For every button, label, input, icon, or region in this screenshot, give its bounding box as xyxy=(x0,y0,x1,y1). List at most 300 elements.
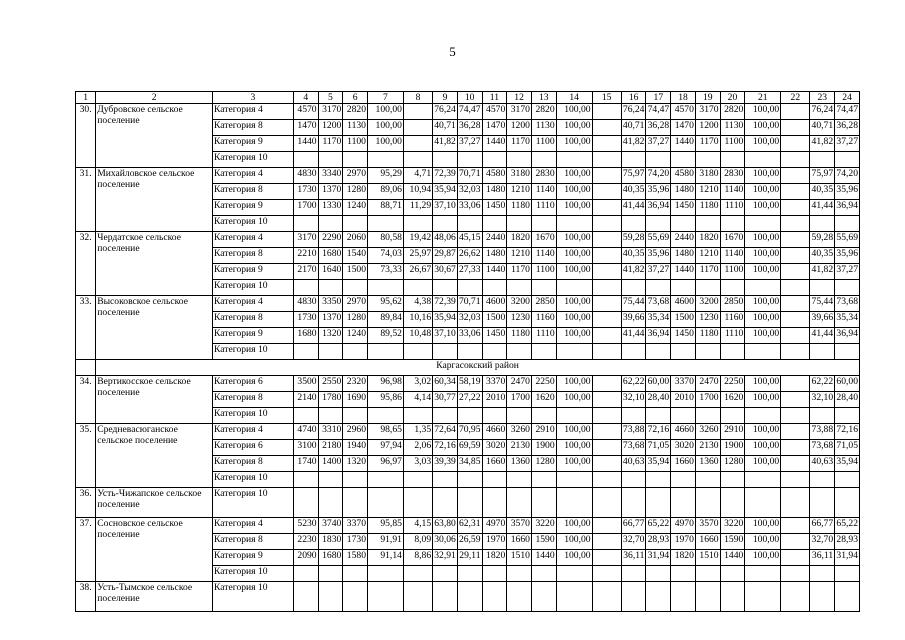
value-cell xyxy=(457,408,482,424)
value-cell xyxy=(745,582,781,612)
value-cell: 100,00 xyxy=(745,296,781,312)
value-cell: 3740 xyxy=(318,518,343,534)
value-cell: 3170 xyxy=(318,104,343,120)
value-cell: 73,33 xyxy=(367,264,403,280)
value-cell xyxy=(592,424,621,440)
value-cell: 35,96 xyxy=(835,248,860,264)
value-cell xyxy=(433,582,458,612)
category-cell: Категория 10 xyxy=(213,152,294,168)
value-cell xyxy=(781,248,810,264)
value-cell xyxy=(403,120,432,136)
value-cell: 36,11 xyxy=(810,550,835,566)
value-cell: 2550 xyxy=(318,376,343,392)
value-cell: 73,88 xyxy=(810,424,835,440)
value-cell: 69,59 xyxy=(457,440,482,456)
value-cell: 4,14 xyxy=(403,392,432,408)
value-cell xyxy=(810,408,835,424)
value-cell: 100,00 xyxy=(556,168,592,184)
value-cell: 3,03 xyxy=(403,456,432,472)
value-cell: 3170 xyxy=(695,104,720,120)
value-cell xyxy=(293,408,318,424)
row-number: 37. xyxy=(76,518,96,582)
value-cell: 35,96 xyxy=(646,184,671,200)
value-cell xyxy=(695,472,720,488)
value-cell xyxy=(592,566,621,582)
category-cell: Категория 9 xyxy=(213,550,294,566)
value-cell xyxy=(592,136,621,152)
value-cell: 1480 xyxy=(671,248,696,264)
value-cell xyxy=(646,488,671,518)
value-cell xyxy=(367,216,403,232)
value-cell xyxy=(343,216,368,232)
table-row xyxy=(76,296,860,312)
value-cell: 1730 xyxy=(293,184,318,200)
value-cell xyxy=(556,408,592,424)
value-cell xyxy=(343,472,368,488)
settlement-name: Чердатское сельское поселение xyxy=(96,232,213,296)
value-cell xyxy=(556,280,592,296)
value-cell: 3200 xyxy=(695,296,720,312)
value-cell: 1440 xyxy=(720,550,745,566)
value-cell: 1780 xyxy=(318,392,343,408)
value-cell: 75,97 xyxy=(810,168,835,184)
value-cell: 100,00 xyxy=(745,264,781,280)
value-cell xyxy=(835,488,860,518)
value-cell: 2440 xyxy=(671,232,696,248)
value-cell xyxy=(367,488,403,518)
value-cell: 1110 xyxy=(531,328,556,344)
value-cell: 2090 xyxy=(293,550,318,566)
table-row xyxy=(76,518,860,534)
category-cell: Категория 10 xyxy=(213,216,294,232)
value-cell: 3200 xyxy=(507,296,532,312)
value-cell: 74,20 xyxy=(646,168,671,184)
value-cell xyxy=(695,280,720,296)
value-cell: 41,82 xyxy=(621,264,646,280)
value-cell: 2,06 xyxy=(403,440,432,456)
value-cell: 100,00 xyxy=(745,200,781,216)
value-cell xyxy=(482,216,507,232)
value-cell xyxy=(592,328,621,344)
value-cell: 2140 xyxy=(293,392,318,408)
value-cell: 29,87 xyxy=(433,248,458,264)
value-cell: 1130 xyxy=(720,120,745,136)
value-cell: 4,71 xyxy=(403,168,432,184)
value-cell xyxy=(781,328,810,344)
category-cell: Категория 6 xyxy=(213,440,294,456)
value-cell xyxy=(781,440,810,456)
value-cell xyxy=(835,216,860,232)
value-cell: 75,97 xyxy=(621,168,646,184)
value-cell xyxy=(720,408,745,424)
value-cell: 100,00 xyxy=(556,312,592,328)
value-cell: 40,63 xyxy=(810,456,835,472)
value-cell xyxy=(781,264,810,280)
value-cell xyxy=(433,566,458,582)
value-cell: 2470 xyxy=(695,376,720,392)
value-cell xyxy=(433,216,458,232)
value-cell: 1280 xyxy=(343,312,368,328)
value-cell: 4,15 xyxy=(403,518,432,534)
value-cell: 10,94 xyxy=(403,184,432,200)
header-cell: 14 xyxy=(556,92,592,104)
value-cell xyxy=(318,216,343,232)
value-cell xyxy=(621,280,646,296)
value-cell xyxy=(457,488,482,518)
value-cell xyxy=(592,184,621,200)
value-cell: 100,00 xyxy=(556,264,592,280)
value-cell xyxy=(293,216,318,232)
value-cell: 1210 xyxy=(695,184,720,200)
value-cell xyxy=(781,582,810,612)
value-cell: 1110 xyxy=(720,328,745,344)
value-cell: 2820 xyxy=(343,104,368,120)
value-cell xyxy=(343,566,368,582)
value-cell: 1660 xyxy=(482,456,507,472)
value-cell xyxy=(482,566,507,582)
value-cell: 4570 xyxy=(482,104,507,120)
value-cell: 29,11 xyxy=(457,550,482,566)
value-cell: 100,00 xyxy=(556,184,592,200)
value-cell: 80,58 xyxy=(367,232,403,248)
value-cell: 1370 xyxy=(318,312,343,328)
value-cell xyxy=(781,424,810,440)
value-cell: 35,96 xyxy=(646,248,671,264)
header-cell: 6 xyxy=(343,92,368,104)
value-cell: 89,84 xyxy=(367,312,403,328)
value-cell: 1620 xyxy=(531,392,556,408)
value-cell xyxy=(403,582,432,612)
value-cell: 1450 xyxy=(482,328,507,344)
value-cell: 1440 xyxy=(531,550,556,566)
value-cell: 100,00 xyxy=(556,248,592,264)
value-cell: 100,00 xyxy=(556,376,592,392)
value-cell xyxy=(781,296,810,312)
value-cell: 4830 xyxy=(293,168,318,184)
value-cell xyxy=(695,566,720,582)
value-cell xyxy=(318,582,343,612)
value-cell xyxy=(556,152,592,168)
value-cell: 1450 xyxy=(482,200,507,216)
district-blank xyxy=(76,360,96,376)
value-cell: 2010 xyxy=(671,392,696,408)
value-cell: 55,69 xyxy=(835,232,860,248)
value-cell: 3260 xyxy=(695,424,720,440)
value-cell: 100,00 xyxy=(745,392,781,408)
value-cell: 1510 xyxy=(507,550,532,566)
value-cell xyxy=(835,152,860,168)
value-cell: 2210 xyxy=(293,248,318,264)
category-cell: Категория 10 xyxy=(213,408,294,424)
value-cell: 32,10 xyxy=(621,392,646,408)
value-cell xyxy=(457,216,482,232)
value-cell: 2970 xyxy=(343,296,368,312)
value-cell: 3,02 xyxy=(403,376,432,392)
value-cell: 1130 xyxy=(531,120,556,136)
value-cell: 2910 xyxy=(531,424,556,440)
value-cell: 1940 xyxy=(343,440,368,456)
category-cell: Категория 6 xyxy=(213,376,294,392)
value-cell xyxy=(457,344,482,360)
value-cell: 100,00 xyxy=(745,440,781,456)
district-row xyxy=(76,360,860,376)
value-cell: 35,94 xyxy=(646,456,671,472)
category-cell: Категория 9 xyxy=(213,328,294,344)
value-cell: 1240 xyxy=(343,200,368,216)
value-cell: 75,44 xyxy=(621,296,646,312)
value-cell xyxy=(720,216,745,232)
value-cell xyxy=(592,518,621,534)
table-body xyxy=(76,92,860,612)
value-cell xyxy=(781,488,810,518)
value-cell: 1450 xyxy=(671,200,696,216)
category-cell: Категория 10 xyxy=(213,280,294,296)
value-cell: 2970 xyxy=(343,168,368,184)
value-cell: 1140 xyxy=(720,184,745,200)
value-cell: 100,00 xyxy=(556,136,592,152)
value-cell: 3100 xyxy=(293,440,318,456)
value-cell xyxy=(433,488,458,518)
value-cell xyxy=(646,280,671,296)
header-cell: 2 xyxy=(96,92,213,104)
value-cell: 41,82 xyxy=(433,136,458,152)
value-cell xyxy=(695,216,720,232)
value-cell: 35,96 xyxy=(835,184,860,200)
value-cell: 1230 xyxy=(507,312,532,328)
header-cell: 7 xyxy=(367,92,403,104)
value-cell: 3310 xyxy=(318,424,343,440)
value-cell: 1700 xyxy=(293,200,318,216)
value-cell: 41,44 xyxy=(621,328,646,344)
value-cell: 28,40 xyxy=(646,392,671,408)
value-cell xyxy=(318,280,343,296)
value-cell: 4,38 xyxy=(403,296,432,312)
value-cell: 36,94 xyxy=(646,200,671,216)
value-cell: 3350 xyxy=(318,296,343,312)
value-cell xyxy=(343,488,368,518)
value-cell: 1730 xyxy=(293,312,318,328)
value-cell xyxy=(671,472,696,488)
value-cell xyxy=(507,488,532,518)
value-cell xyxy=(592,296,621,312)
district-name: Каргасокский район xyxy=(96,360,860,376)
value-cell: 2850 xyxy=(720,296,745,312)
value-cell xyxy=(592,456,621,472)
value-cell: 100,00 xyxy=(745,456,781,472)
value-cell xyxy=(621,472,646,488)
value-cell: 37,27 xyxy=(646,136,671,152)
value-cell: 1200 xyxy=(695,120,720,136)
value-cell xyxy=(745,152,781,168)
value-cell: 100,00 xyxy=(556,424,592,440)
row-number: 35. xyxy=(76,424,96,488)
value-cell: 1590 xyxy=(531,534,556,550)
value-cell xyxy=(646,566,671,582)
value-cell: 1680 xyxy=(293,328,318,344)
value-cell xyxy=(343,152,368,168)
value-cell: 91,91 xyxy=(367,534,403,550)
category-cell: Категория 10 xyxy=(213,472,294,488)
value-cell xyxy=(621,152,646,168)
value-cell: 1170 xyxy=(695,136,720,152)
value-cell xyxy=(835,408,860,424)
value-cell xyxy=(293,280,318,296)
value-cell: 60,00 xyxy=(835,376,860,392)
value-cell: 3500 xyxy=(293,376,318,392)
value-cell: 1180 xyxy=(695,328,720,344)
value-cell: 59,28 xyxy=(621,232,646,248)
value-cell xyxy=(810,566,835,582)
value-cell xyxy=(403,488,432,518)
value-cell: 96,98 xyxy=(367,376,403,392)
value-cell xyxy=(592,392,621,408)
value-cell: 30,06 xyxy=(433,534,458,550)
value-cell xyxy=(781,312,810,328)
row-number: 33. xyxy=(76,296,96,360)
value-cell: 65,22 xyxy=(646,518,671,534)
value-cell: 4740 xyxy=(293,424,318,440)
value-cell: 1900 xyxy=(720,440,745,456)
value-cell: 36,28 xyxy=(835,120,860,136)
value-cell xyxy=(671,566,696,582)
value-cell: 100,00 xyxy=(745,104,781,120)
value-cell: 37,27 xyxy=(646,264,671,280)
value-cell: 70,95 xyxy=(457,424,482,440)
value-cell: 1680 xyxy=(318,550,343,566)
value-cell xyxy=(343,344,368,360)
value-cell: 35,94 xyxy=(433,184,458,200)
value-cell: 3220 xyxy=(720,518,745,534)
value-cell xyxy=(592,344,621,360)
value-cell: 32,03 xyxy=(457,312,482,328)
value-cell: 3220 xyxy=(531,518,556,534)
value-cell: 36,94 xyxy=(835,200,860,216)
value-cell: 5230 xyxy=(293,518,318,534)
value-cell: 2960 xyxy=(343,424,368,440)
value-cell xyxy=(556,488,592,518)
value-cell xyxy=(343,280,368,296)
value-cell xyxy=(592,408,621,424)
value-cell: 36,28 xyxy=(646,120,671,136)
header-cell: 13 xyxy=(531,92,556,104)
value-cell xyxy=(695,488,720,518)
value-cell xyxy=(810,472,835,488)
value-cell xyxy=(695,344,720,360)
page-number: 5 xyxy=(449,44,456,59)
value-cell: 39,66 xyxy=(621,312,646,328)
value-cell: 37,10 xyxy=(433,200,458,216)
value-cell: 2830 xyxy=(531,168,556,184)
value-cell xyxy=(592,104,621,120)
value-cell xyxy=(781,392,810,408)
value-cell: 4970 xyxy=(671,518,696,534)
value-cell xyxy=(720,152,745,168)
value-cell: 73,88 xyxy=(621,424,646,440)
value-cell xyxy=(835,566,860,582)
value-cell: 62,31 xyxy=(457,518,482,534)
value-cell: 1330 xyxy=(318,200,343,216)
value-cell xyxy=(592,440,621,456)
value-cell: 1590 xyxy=(720,534,745,550)
header-cell: 18 xyxy=(671,92,696,104)
value-cell: 1200 xyxy=(507,120,532,136)
value-cell: 40,35 xyxy=(810,184,835,200)
value-cell xyxy=(646,408,671,424)
value-cell: 73,68 xyxy=(835,296,860,312)
value-cell: 1230 xyxy=(695,312,720,328)
value-cell: 39,39 xyxy=(433,456,458,472)
value-cell xyxy=(781,566,810,582)
value-cell xyxy=(482,152,507,168)
value-cell xyxy=(695,152,720,168)
value-cell xyxy=(646,152,671,168)
value-cell: 100,00 xyxy=(745,550,781,566)
table-row xyxy=(76,582,860,612)
value-cell: 91,14 xyxy=(367,550,403,566)
value-cell: 1160 xyxy=(720,312,745,328)
header-cell: 3 xyxy=(213,92,294,104)
value-cell xyxy=(293,566,318,582)
value-cell xyxy=(592,472,621,488)
value-cell xyxy=(745,408,781,424)
value-cell: 1140 xyxy=(720,248,745,264)
value-cell: 100,00 xyxy=(556,534,592,550)
value-cell xyxy=(592,534,621,550)
category-cell: Категория 10 xyxy=(213,344,294,360)
value-cell xyxy=(745,472,781,488)
header-cell: 23 xyxy=(810,92,835,104)
value-cell xyxy=(367,280,403,296)
value-cell: 33,06 xyxy=(457,328,482,344)
value-cell: 32,03 xyxy=(457,184,482,200)
value-cell: 65,22 xyxy=(835,518,860,534)
value-cell: 59,28 xyxy=(810,232,835,248)
category-cell: Категория 8 xyxy=(213,248,294,264)
category-cell: Категория 10 xyxy=(213,566,294,582)
value-cell: 40,71 xyxy=(621,120,646,136)
value-cell: 100,00 xyxy=(745,168,781,184)
value-cell: 33,06 xyxy=(457,200,482,216)
value-cell: 3370 xyxy=(671,376,696,392)
value-cell: 41,82 xyxy=(810,264,835,280)
value-cell xyxy=(646,472,671,488)
value-cell: 1480 xyxy=(482,184,507,200)
value-cell: 100,00 xyxy=(745,120,781,136)
value-cell xyxy=(507,152,532,168)
value-cell: 1110 xyxy=(531,200,556,216)
value-cell: 100,00 xyxy=(556,296,592,312)
value-cell: 1580 xyxy=(343,550,368,566)
value-cell xyxy=(781,550,810,566)
value-cell: 66,77 xyxy=(810,518,835,534)
category-cell: Категория 4 xyxy=(213,232,294,248)
value-cell xyxy=(482,488,507,518)
value-cell xyxy=(592,200,621,216)
value-cell: 71,05 xyxy=(646,440,671,456)
value-cell: 3340 xyxy=(318,168,343,184)
value-cell: 70,71 xyxy=(457,296,482,312)
value-cell xyxy=(646,344,671,360)
value-cell xyxy=(745,216,781,232)
value-cell: 1540 xyxy=(343,248,368,264)
value-cell xyxy=(531,344,556,360)
value-cell: 72,16 xyxy=(646,424,671,440)
value-cell xyxy=(835,344,860,360)
category-cell: Категория 9 xyxy=(213,136,294,152)
value-cell xyxy=(507,216,532,232)
value-cell xyxy=(621,344,646,360)
value-cell: 71,05 xyxy=(835,440,860,456)
